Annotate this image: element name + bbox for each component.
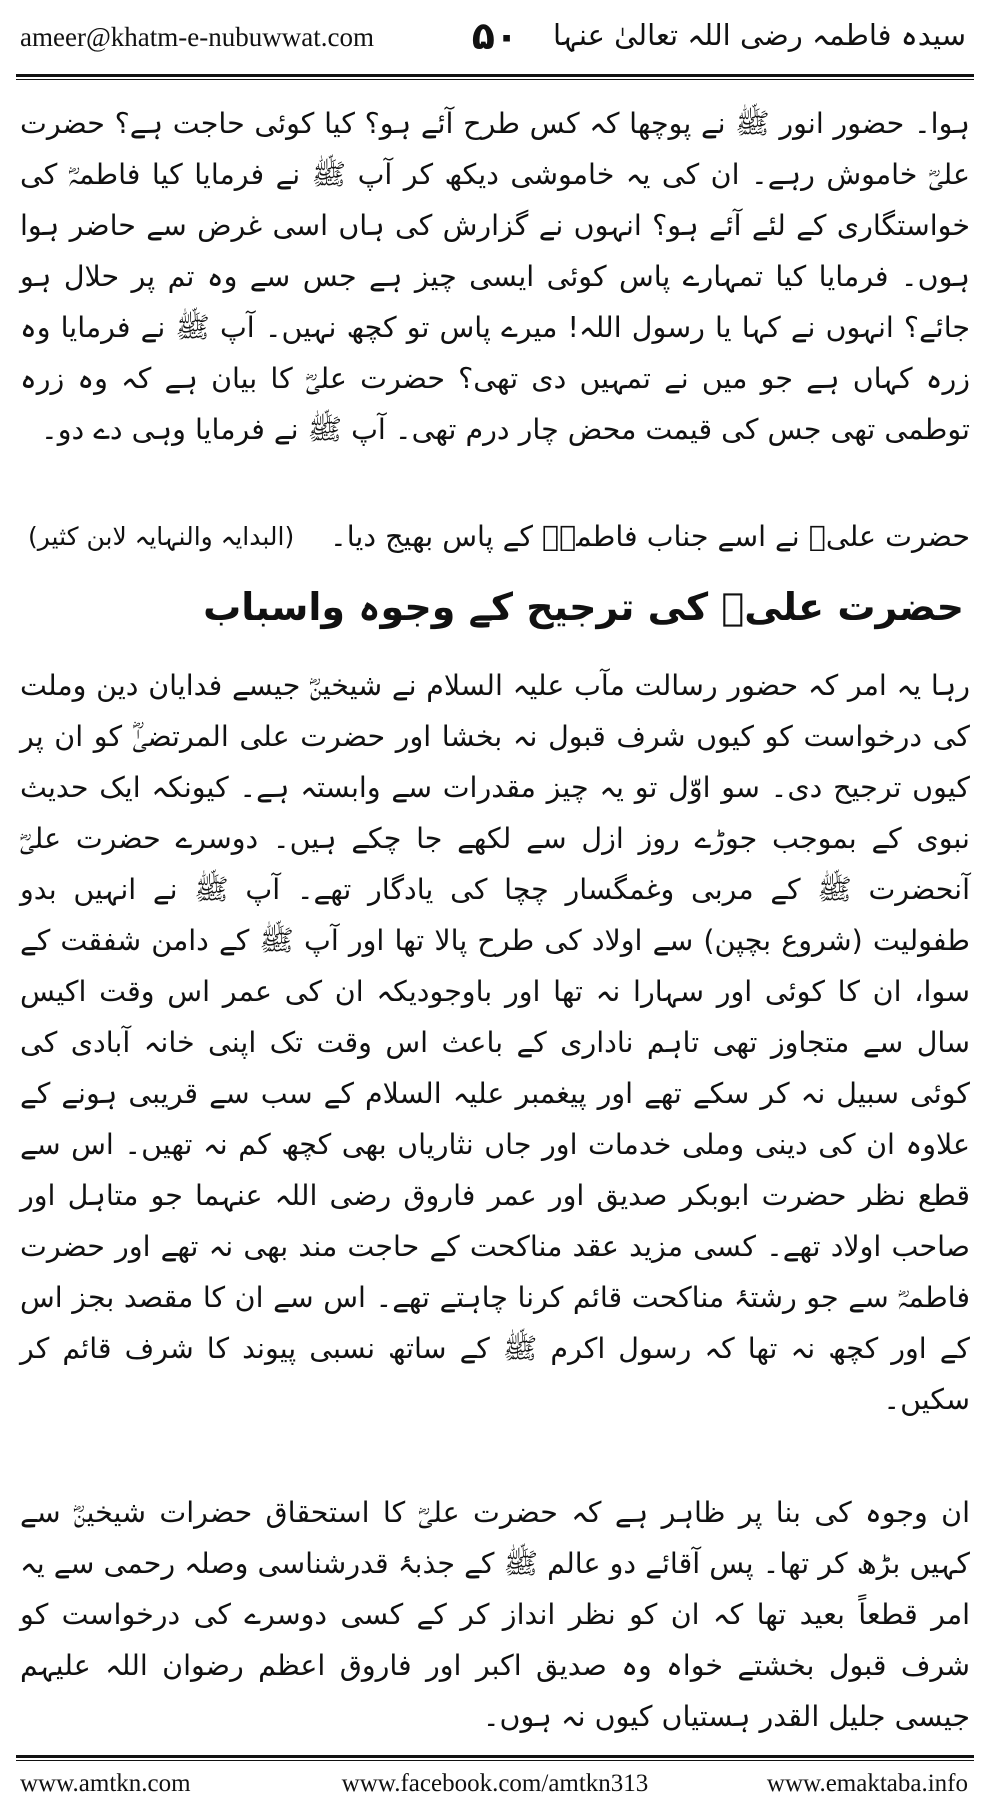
paragraph-1-text: ہوا۔ حضور انور ﷺ نے پوچھا کہ کس طرح آئے ہو؟ کیا کوئی حاجت ہے؟ حضرت علیؓ خاموش رہے۔ ان کی یہ خاموشی دیکھ کر آپ ﷺ نے فرمایا کیا فاطمہؓ کی خواستگاری کے لئے آئے ہو؟ انہوں نے گزارش کی ہاں اسی غرض سے حاضر ہوا ہوں۔ فرمایا کیا تمہارے پاس کوئی ایسی چیز ہے جس سے وہ تم پر حلال ہو جائے؟ انہوں نے کہا یا رسول اللہ! میرے پاس تو کچھ نہیں۔ آپ ﷺ نے فرمایا وہ زرہ کہاں ہے جو میں نے تمہیں دی تھی؟ حضرت علیؓ کا بیان ہے کہ وہ زرہ توطمی تھی جس کی قیمت محض چار درم تھی۔ آپ ﷺ نے فرمایا وہی دے دو۔: [20, 107, 970, 446]
header-email: ameer@khatm-e-nubuwwat.com: [20, 22, 374, 52]
paragraph-1-end: حضرت علیؓ نے اسے جناب فاطمہؓ کے پاس بھیج دیا۔: [330, 520, 970, 553]
paragraph-1: [20, 98, 970, 455]
citation: (البدایہ والنہایہ لابن کثیر): [28, 522, 295, 551]
footer-link-facebook[interactable]: www.facebook.com/amtkn313: [341, 1770, 649, 1797]
reference-line: [20, 520, 970, 570]
footer-link-emaktaba[interactable]: www.emaktaba.info: [766, 1770, 968, 1797]
paragraph-3: [20, 1487, 970, 1742]
header-rule-thin: [16, 79, 974, 80]
page-footer: [0, 1770, 990, 1810]
section-heading: حضرت علیؓ کی ترجیح کے وجوہ واسباب: [203, 585, 964, 629]
page-header: [0, 0, 990, 80]
paragraph-2: [20, 660, 970, 1425]
footer-link-amtkn[interactable]: www.amtkn.com: [20, 1770, 191, 1797]
paragraph-3-text: ان وجوہ کی بنا پر ظاہر ہے کہ حضرت علیؓ کا استحقاق حضرات شیخینؓ سے کہیں بڑھ کر تھا۔ پس آقائے دو عالم ﷺ کے جذبۂ قدرشناسی وصلہ رحمی سے یہ امر قطعاً بعید تھا کہ ان کو نظر انداز کر کے کسی دوسرے کی درخواست کو شرف قبول بخشتے خواہ وہ صدیق اکبر اور فاروق اعظم رضوان اللہ علیہم جیسی جلیل القدر ہستیاں کیوں نہ ہوں۔: [20, 1496, 970, 1733]
header-title: سیدہ فاطمہ رضی اللہ تعالیٰ عنہا: [553, 18, 966, 52]
paragraph-2-text: رہا یہ امر کہ حضور رسالت مآب علیہ السلام نے شیخینؓ جیسے فدایان دین وملت کی درخواست کو کیوں شرف قبول نہ بخشا اور حضرت علی المرتضیٰؓ کو ان پر کیوں ترجیح دی۔ سو اوّل تو یہ چیز مقدرات سے وابستہ ہے۔ کیونکہ ایک حدیث نبوی کے بموجب جوڑے روز ازل سے لکھے جا چکے ہیں۔ دوسرے حضرت علیؓ آنحضرت ﷺ کے مربی وغمگسار چچا کی یادگار تھے۔ آپ ﷺ نے انہیں بدو طفولیت (شروع بچپن) سے اولاد کی طرح پالا تھا اور آپ ﷺ کے دامن شفقت کے سوا، ان کا کوئی اور سہارا نہ تھا اور باوجودیکہ ان کی عمر اس وقت اکیس سال سے متجاوز تھی تاہم ناداری کے باعث اس وقت تک اپنی خانہ آبادی کی کوئی سبیل نہ کر سکے تھے اور پیغمبر علیہ السلام کے سب سے قریبی ہونے کے علاوہ ان کی دینی وملی خدمات اور جاں نثاریاں بھی کچھ کم نہ تھیں۔ اس سے قطع نظر حضرت ابوبکر صدیق اور عمر فاروق رضی اللہ عنہما جو متاہل اور صاحب اولاد تھے۔ کسی مزید عقد مناکحت کے حاجت مند بھی نہ تھے اور حضرت فاطمہؓ سے جو رشتۂ مناکحت قائم کرنا چاہتے تھے۔ اس سے ان کا مقصد بجز اس کے اور کچھ نہ تھا کہ رسول اکرم ﷺ کے ساتھ نسبی پیوند کا شرف قائم کر سکیں۔: [20, 669, 970, 1416]
footer-rule: [16, 1755, 974, 1758]
footer-rule-thin: [16, 1760, 974, 1761]
header-rule: [16, 74, 974, 77]
page-number: ۵۰: [471, 14, 519, 58]
